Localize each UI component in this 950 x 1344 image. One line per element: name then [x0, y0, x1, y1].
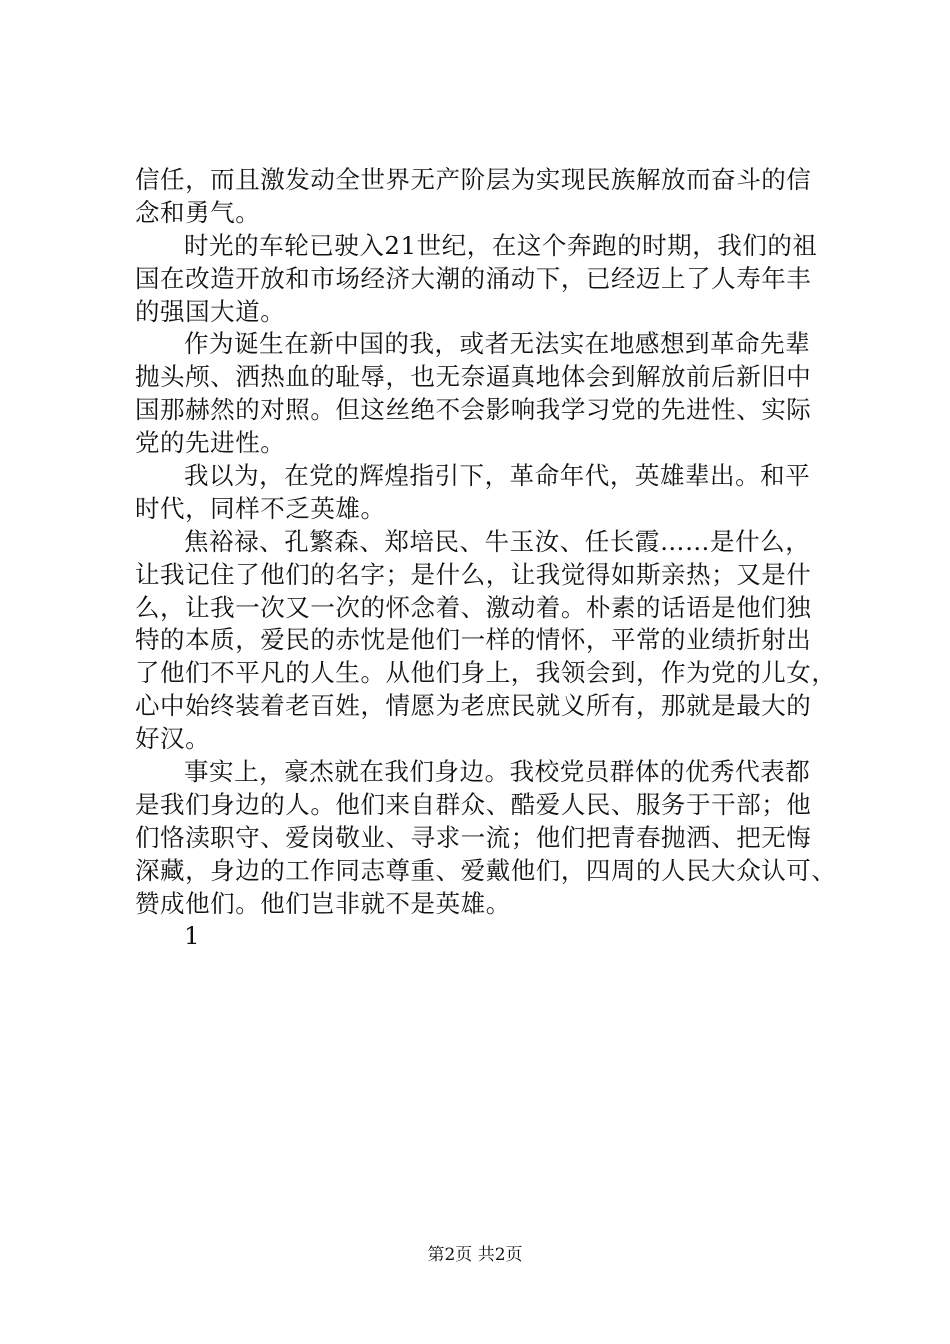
text-line: 么，让我一次又一次的怀念着、激动着。朴素的话语是他们独	[135, 592, 812, 622]
text-line: 念和勇气。	[135, 197, 261, 227]
text-line: 焦裕禄、孔繁森、郑培民、牛玉汝、任长霞……是什么，	[184, 526, 811, 556]
text-line: 特的本质，爱民的赤忱是他们一样的情怀，平常的业绩折射出	[135, 625, 812, 655]
text-line: 作为诞生在新中国的我，或者无法实在地感想到革命先辈	[184, 329, 811, 359]
text-line: 党的先进性。	[135, 428, 286, 458]
page-footer: 第2页 共2页	[427, 1245, 523, 1265]
text-line: 时光的车轮已驶入21世纪，在这个奔跑的时期，我们的祖	[184, 230, 818, 260]
text-line: 时代，同样不乏英雄。	[135, 493, 386, 523]
text-line: 的强国大道。	[135, 296, 286, 326]
text-line: 国那赫然的对照。但这丝绝不会影响我学习党的先进性、实际	[135, 395, 812, 425]
text-line: 国在改造开放和市场经济大潮的涌动下，已经迈上了人寿年丰	[135, 263, 812, 293]
text-line: 事实上，豪杰就在我们身边。我校党员群体的优秀代表都	[184, 757, 811, 787]
text-line: 好汉。	[135, 724, 211, 754]
text-line: 1	[184, 921, 201, 951]
text-line: 心中始终装着老百姓，情愿为老庶民就义所有，那就是最大的	[135, 691, 812, 721]
text-line: 我以为，在党的辉煌指引下，革命年代，英雄辈出。和平	[184, 461, 811, 491]
text-line: 们恪渎职守、爱岗敬业、寻求一流；他们把青春抛洒、把无悔	[135, 822, 812, 852]
text-line: 信任，而且激发动全世界无产阶层为实现民族解放而奋斗的信	[135, 165, 812, 194]
text-line: 让我记住了他们的名字；是什么，让我觉得如斯亲热；又是什	[135, 559, 812, 589]
text-line: 抛头颅、洒热血的耻辱，也无奈逼真地体会到解放前后新旧中	[135, 362, 812, 392]
text-line: 了他们不平凡的人生。从他们身上，我领会到，作为党的儿女，	[135, 658, 837, 688]
text-line: 是我们身边的人。他们来自群众、酷爱人民、服务于干部；他	[135, 789, 812, 819]
text-line: 深藏，身边的工作同志尊重、爱戴他们，四周的人民大众认可、	[135, 855, 837, 885]
text-line: 赞成他们。他们岂非就不是英雄。	[135, 888, 511, 918]
document-body	[135, 164, 847, 953]
